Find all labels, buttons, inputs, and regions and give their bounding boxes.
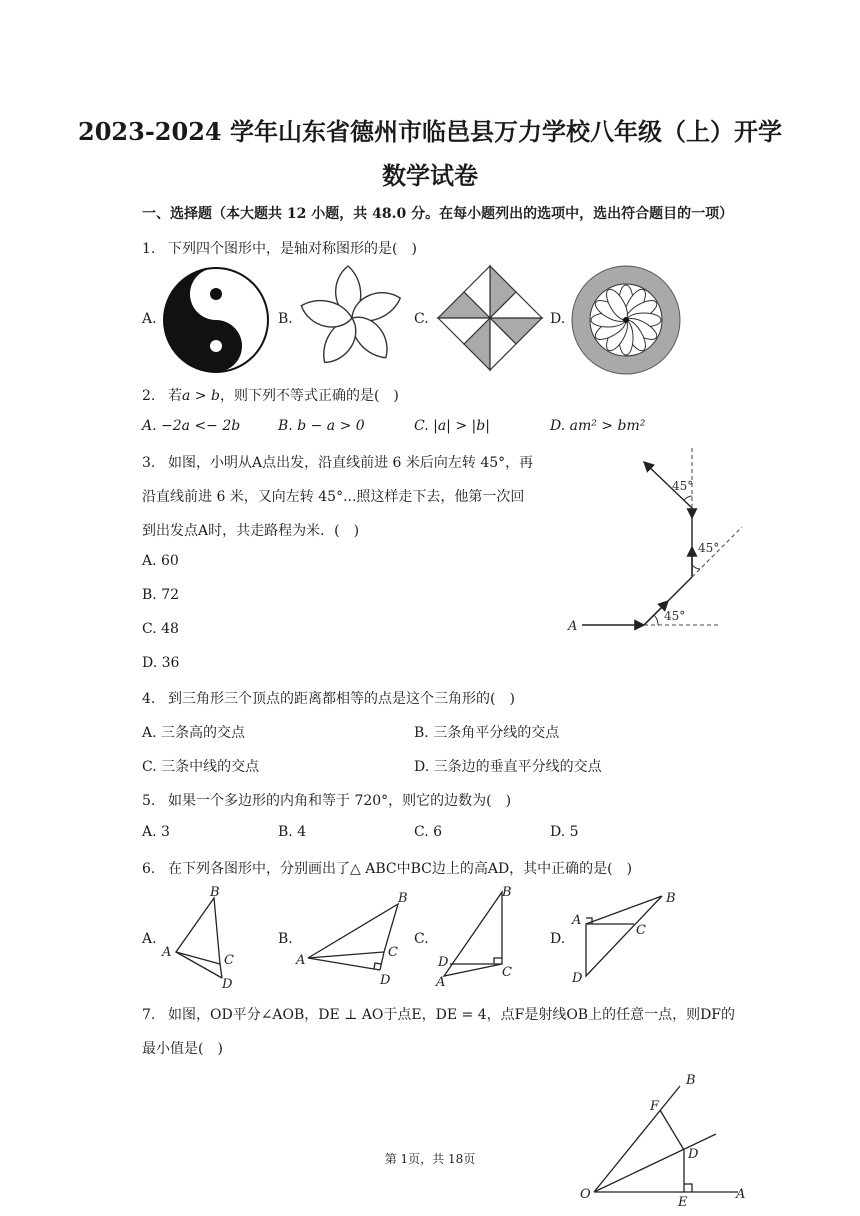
question-2-stem: 2. 若a > b，则下列不等式正确的是( ) xyxy=(142,388,399,404)
q4-option-a: A. 三条高的交点 xyxy=(142,725,246,741)
q6c-label-a: A xyxy=(436,975,446,990)
q7-label-a: A xyxy=(736,1187,746,1202)
walking-path-figure xyxy=(560,444,750,644)
flower-petals-figure xyxy=(296,262,408,374)
q7-label-o: O xyxy=(580,1187,591,1202)
q4-option-b: B. 三条角平分线的交点 xyxy=(414,725,560,741)
rosette-figure xyxy=(570,264,682,376)
q5-option-c: C. 6 xyxy=(414,824,443,840)
title-line-1: 2023-2024 学年山东省德州市临邑县万力学校八年级（上）开学 xyxy=(78,117,782,146)
q3-option-d: D. 36 xyxy=(142,655,180,671)
q1-option-d-label: D. xyxy=(550,311,566,327)
q2-option-a: A. −2a <− 2b xyxy=(142,418,241,434)
question-4-stem: 4. 到三角形三个顶点的距离都相等的点是这个三角形的( ) xyxy=(142,691,515,707)
q6b-label-c: C xyxy=(388,945,398,960)
question-7-stem-line-2: 最小值是( ) xyxy=(142,1041,223,1057)
q6c-label-d: D xyxy=(438,955,449,970)
yin-yang-figure xyxy=(160,266,272,374)
q4-option-d: D. 三条边的垂直平分线的交点 xyxy=(414,759,602,775)
q1-option-c-label: C. xyxy=(414,311,429,327)
q2-option-b: B. b − a > 0 xyxy=(278,418,365,434)
q6-option-c-label: C. xyxy=(414,931,429,947)
q6c-label-b: B xyxy=(502,885,512,900)
q3-option-b: B. 72 xyxy=(142,587,180,603)
q3-option-c: C. 48 xyxy=(142,621,179,637)
section-heading: 一、选择题（本大题共 12 小题，共 48.0 分。在每小题列出的选项中，选出符合题目的一项） xyxy=(142,206,734,222)
q6-triangle-b-figure xyxy=(294,886,414,990)
q2-option-d: D. am² > bm² xyxy=(550,418,646,434)
page-footer: 第 1页，共 18页 xyxy=(384,1152,476,1166)
q6d-label-b: B xyxy=(666,891,676,906)
question-3-stem-line-1: 3. 如图，小明从A点出发，沿直线前进 6 米后向左转 45°，再 xyxy=(142,455,534,471)
q6-option-a-label: A. xyxy=(142,931,157,947)
q6a-label-c: C xyxy=(224,953,234,968)
start-point-label: A xyxy=(568,619,578,634)
q5-option-d: D. 5 xyxy=(550,824,579,840)
q5-option-b: B. 4 xyxy=(278,824,307,840)
question-3-stem-line-3: 到出发点A时，共走路程为米．( ) xyxy=(142,523,360,539)
q1-option-a-label: A. xyxy=(142,311,157,327)
q3-option-a: A. 60 xyxy=(142,553,179,569)
q6a-label-b: B xyxy=(210,885,220,900)
q6-triangle-a-figure xyxy=(158,884,248,992)
q5-option-a: A. 3 xyxy=(142,824,170,840)
q7-label-e: E xyxy=(678,1195,688,1206)
q6c-label-c: C xyxy=(502,965,512,980)
q6d-label-d: D xyxy=(572,971,583,984)
angle-label-1: 45° xyxy=(664,609,686,623)
q6-triangle-c-figure xyxy=(434,882,530,990)
angle-label-2: 45° xyxy=(698,541,720,555)
question-3-stem-line-2: 沿直线前进 6 米，又向左转 45°...照这样走下去，他第一次回 xyxy=(142,489,525,505)
q6-option-d-label: D. xyxy=(550,931,566,947)
q7-label-f: F xyxy=(650,1099,660,1114)
angle-bisector-figure xyxy=(574,1066,754,1206)
q6d-label-a: A xyxy=(572,913,582,928)
q6b-label-d: D xyxy=(380,973,391,988)
q1-option-b-label: B. xyxy=(278,311,293,327)
q4-option-c: C. 三条中线的交点 xyxy=(142,759,260,775)
question-1-stem: 1. 下列四个图形中，是轴对称图形的是( ) xyxy=(142,241,417,257)
q6a-label-a: A xyxy=(162,945,172,960)
title-line-2: 数学试卷 xyxy=(382,161,478,190)
q6a-label-d: D xyxy=(222,977,233,992)
q6d-label-c: C xyxy=(636,923,646,938)
angle-label-3: 45° xyxy=(672,479,694,493)
q6b-label-b: B xyxy=(398,891,408,906)
pinwheel-figure xyxy=(436,262,544,374)
q2-option-c: C. |a| > |b| xyxy=(414,418,490,434)
q6-option-b-label: B. xyxy=(278,931,293,947)
question-5-stem: 5. 如果一个多边形的内角和等于 720°，则它的边数为( ) xyxy=(142,793,512,809)
q6-triangle-d-figure xyxy=(566,884,686,984)
question-7-stem-line-1: 7. 如图，OD平分∠AOB，DE ⊥ AO于点E，DE = 4，点F是射线OB上的任意一点，则DF的 xyxy=(142,1007,736,1023)
q7-label-b: B xyxy=(686,1073,696,1088)
q7-label-d: D xyxy=(688,1147,699,1162)
question-6-stem: 6. 在下列各图形中，分别画出了△ ABC中BC边上的高AD，其中正确的是( ) xyxy=(142,861,633,877)
q6b-label-a: A xyxy=(296,953,306,968)
